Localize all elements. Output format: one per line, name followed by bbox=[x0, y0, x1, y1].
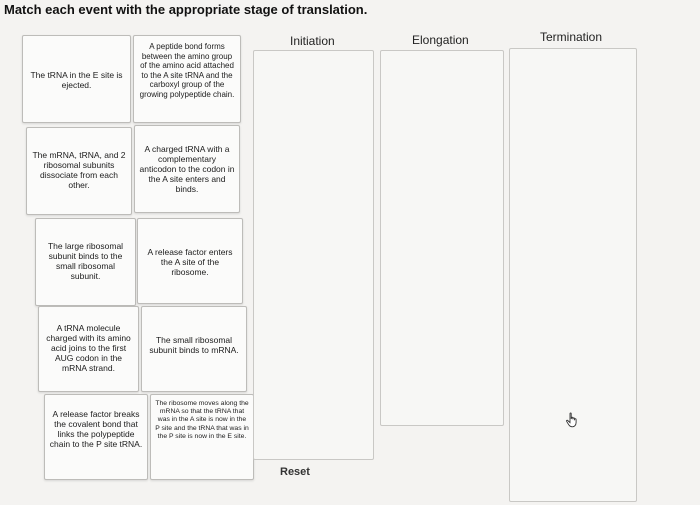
column-header-elongation: Elongation bbox=[412, 33, 469, 47]
hand-pointer-icon bbox=[565, 412, 579, 428]
column-header-termination: Termination bbox=[540, 30, 603, 44]
card-text: The small ribosomal subunit binds to mRNA. bbox=[149, 335, 239, 355]
draggable-card[interactable] bbox=[26, 127, 132, 215]
drop-zone-termination[interactable] bbox=[509, 48, 637, 502]
card-text: The mRNA, tRNA, and 2 ribosomal subunits dissociate from each other. bbox=[32, 150, 126, 190]
card-text: The large ribosomal subunit binds to the small ribosomal subunit. bbox=[47, 241, 124, 281]
draggable-card[interactable] bbox=[133, 35, 241, 123]
draggable-card[interactable] bbox=[35, 218, 136, 306]
card-text: A tRNA molecule charged with its amino acid joins to the first AUG codon in the mRNA strand. bbox=[46, 323, 131, 373]
column-header-initiation: Initiation bbox=[290, 34, 335, 48]
draggable-card[interactable] bbox=[44, 394, 148, 480]
drop-zone-elongation[interactable] bbox=[380, 50, 504, 426]
draggable-card[interactable] bbox=[134, 125, 240, 213]
card-text: A release factor enters the A site of the ribosome. bbox=[147, 247, 233, 277]
card-text: A release factor breaks the covalent bond that links the polypeptide chain to the P site tRNA. bbox=[49, 409, 143, 449]
card-text: A charged tRNA with a complementary anticodon to the codon in the A site enters and binds. bbox=[139, 144, 235, 194]
draggable-card[interactable] bbox=[150, 394, 254, 480]
card-text: A peptide bond forms between the amino group of the amino acid attached to the A site tRNA and the carboxyl group of the growing polypeptide chain. bbox=[139, 42, 235, 99]
drop-zone-initiation[interactable] bbox=[253, 50, 374, 460]
draggable-card[interactable] bbox=[141, 306, 247, 392]
question-prompt: Match each event with the appropriate stage of translation. bbox=[4, 2, 368, 17]
draggable-card[interactable] bbox=[137, 218, 243, 304]
card-text: The ribosome moves along the mRNA so that the tRNA that was in the A site is now in the P site and the tRNA that was in the P site is now in the E site. bbox=[155, 400, 249, 440]
draggable-card[interactable] bbox=[38, 306, 139, 392]
reset-button[interactable]: Reset bbox=[280, 466, 310, 478]
card-text: The tRNA in the E site is ejected. bbox=[30, 70, 123, 90]
draggable-card[interactable] bbox=[22, 35, 131, 123]
